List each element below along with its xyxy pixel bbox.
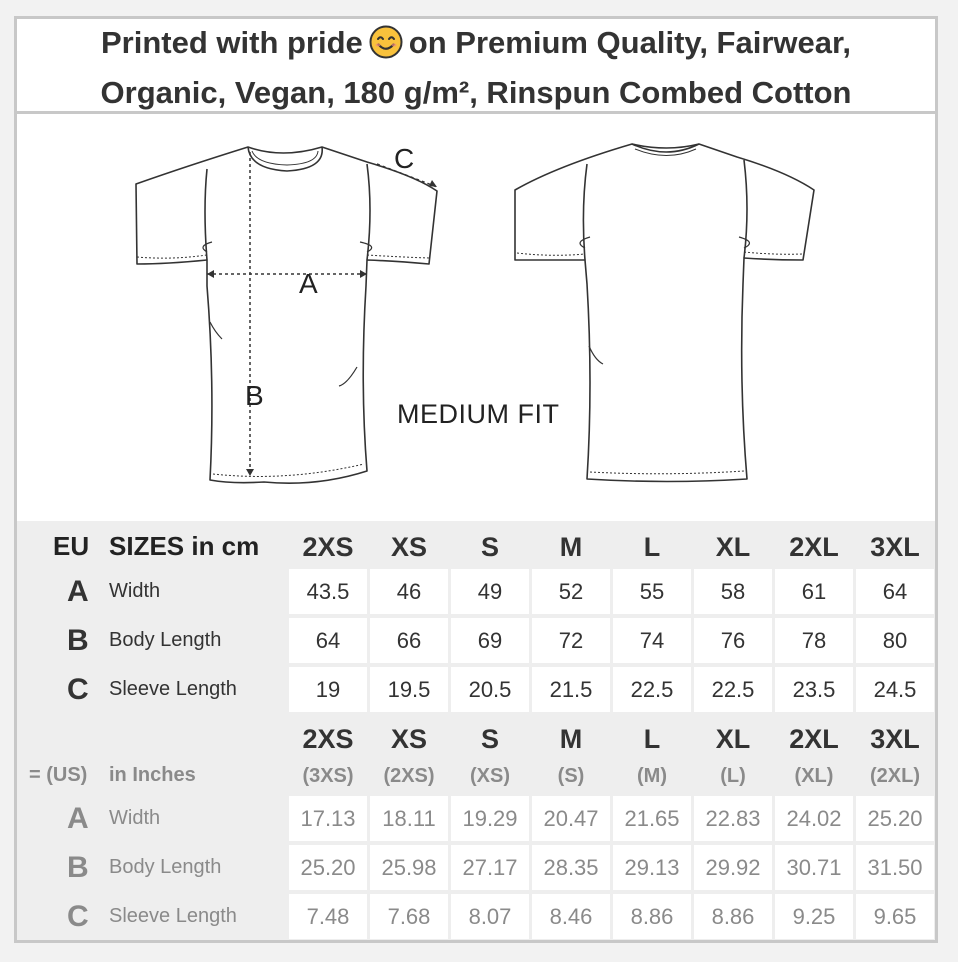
eu-row-label <box>17 667 287 712</box>
eu-value-cell: 46 <box>370 569 448 614</box>
eu-value-cell: 22.5 <box>613 667 691 712</box>
tshirt-illustration <box>17 114 935 519</box>
measure-letter: B <box>67 624 89 657</box>
size-header: 2XS <box>302 532 354 562</box>
us-value-cell: 21.65 <box>613 796 691 841</box>
us-value-cell: 19.29 <box>451 796 529 841</box>
us-value-cell: 17.13 <box>289 796 367 841</box>
header-line-1-end: on Premium Quality, Fairwear, <box>408 25 851 60</box>
size-header: 2XS <box>302 724 354 754</box>
eu-value-cell: 78 <box>775 618 853 663</box>
eu-value-cell: 49 <box>451 569 529 614</box>
size-header: XS <box>390 532 428 562</box>
size-header: M <box>559 724 583 754</box>
us-row-label <box>17 845 287 890</box>
us-row-label <box>17 796 287 841</box>
us-size-equivalent: (2XS) <box>383 765 435 787</box>
size-header: 3XL <box>870 532 920 562</box>
us-value-cell: 18.11 <box>370 796 448 841</box>
eu-value-cell: 21.5 <box>532 667 610 712</box>
eu-value-cell: 19.5 <box>370 667 448 712</box>
size-header: L <box>643 532 661 562</box>
us-value-cell: 30.71 <box>775 845 853 890</box>
size-header: 2XL <box>789 532 839 562</box>
us-size-equivalent: (S) <box>557 765 585 787</box>
eu-row-label <box>17 569 287 614</box>
us-value-cell: 8.86 <box>694 894 772 939</box>
us-value-cell: 8.46 <box>532 894 610 939</box>
measure-name: Sleeve Length <box>109 678 237 700</box>
us-value-cell: 29.13 <box>613 845 691 890</box>
fit-label: MEDIUM FIT <box>397 399 560 429</box>
size-header: XL <box>715 532 751 562</box>
dimension-label-b: B <box>245 380 264 411</box>
eu-value-cell: 61 <box>775 569 853 614</box>
eu-value-cell: 72 <box>532 618 610 663</box>
size-header: 2XL <box>789 724 839 754</box>
size-header: XS <box>390 724 428 754</box>
size-header: 3XL <box>870 724 920 754</box>
eu-value-cell: 74 <box>613 618 691 663</box>
smiley-icon <box>369 25 403 71</box>
measure-name: Width <box>109 580 161 602</box>
us-size-equivalent: (XL) <box>794 765 834 787</box>
eu-value-cell: 69 <box>451 618 529 663</box>
tshirt-back <box>515 144 814 482</box>
tshirt-front <box>136 147 437 483</box>
us-value-cell: 7.48 <box>289 894 367 939</box>
measure-letter: A <box>67 575 89 608</box>
measure-name: Body Length <box>109 629 222 651</box>
us-row-label <box>17 894 287 939</box>
dimension-label-a: A <box>299 268 318 299</box>
measure-letter: B <box>67 851 89 884</box>
eu-value-cell: 43.5 <box>289 569 367 614</box>
measure-letter: C <box>67 673 89 706</box>
eu-value-cell: 58 <box>694 569 772 614</box>
eu-units-label: SIZES in cm <box>109 531 260 561</box>
dimension-label-c: C <box>394 143 415 174</box>
eu-value-cell: 19 <box>289 667 367 712</box>
eu-value-cell: 20.5 <box>451 667 529 712</box>
us-size-equivalent: (XS) <box>470 765 510 787</box>
size-header: S <box>480 532 499 562</box>
us-value-cell: 25.20 <box>856 796 934 841</box>
eu-value-cell: 23.5 <box>775 667 853 712</box>
us-size-equivalent: (M) <box>637 765 667 787</box>
eu-value-cell: 64 <box>289 618 367 663</box>
us-size-equivalent: (L) <box>720 765 746 787</box>
eu-region-label: EU <box>53 531 90 561</box>
header-line-1 <box>17 19 935 71</box>
size-header: XL <box>715 724 751 754</box>
eu-value-cell: 64 <box>856 569 934 614</box>
measure-name: Body Length <box>109 856 222 878</box>
us-value-cell: 25.20 <box>289 845 367 890</box>
size-chart <box>14 16 938 943</box>
us-units-label: in Inches <box>109 764 196 786</box>
us-region-label: = (US) <box>29 764 88 786</box>
size-header: L <box>643 724 661 754</box>
chart-header <box>17 19 935 114</box>
measure-letter: A <box>67 802 89 835</box>
size-header: S <box>480 724 499 754</box>
us-value-cell: 31.50 <box>856 845 934 890</box>
us-size-equivalent: (2XL) <box>870 765 920 787</box>
eu-value-cell: 52 <box>532 569 610 614</box>
eu-value-cell: 22.5 <box>694 667 772 712</box>
us-value-cell: 29.92 <box>694 845 772 890</box>
us-value-cell: 25.98 <box>370 845 448 890</box>
us-value-cell: 27.17 <box>451 845 529 890</box>
measure-name: Sleeve Length <box>109 905 237 927</box>
eu-row-label <box>17 618 287 663</box>
us-value-cell: 28.35 <box>532 845 610 890</box>
us-value-cell: 24.02 <box>775 796 853 841</box>
us-value-cell: 22.83 <box>694 796 772 841</box>
eu-value-cell: 76 <box>694 618 772 663</box>
header-line-1-start: Printed with pride <box>101 25 363 60</box>
us-value-cell: 20.47 <box>532 796 610 841</box>
us-value-cell: 7.68 <box>370 894 448 939</box>
us-value-cell: 9.65 <box>856 894 934 939</box>
us-value-cell: 8.07 <box>451 894 529 939</box>
eu-value-cell: 80 <box>856 618 934 663</box>
measure-name: Width <box>109 807 161 829</box>
us-size-equivalent: (3XS) <box>302 765 354 787</box>
size-table <box>17 521 935 940</box>
size-header: M <box>559 532 583 562</box>
eu-value-cell: 66 <box>370 618 448 663</box>
measure-letter: C <box>67 900 89 933</box>
eu-value-cell: 24.5 <box>856 667 934 712</box>
eu-value-cell: 55 <box>613 569 691 614</box>
header-line-2: Organic, Vegan, 180 g/m², Rinspun Combed Cotton <box>100 75 852 110</box>
us-value-cell: 8.86 <box>613 894 691 939</box>
us-value-cell: 9.25 <box>775 894 853 939</box>
